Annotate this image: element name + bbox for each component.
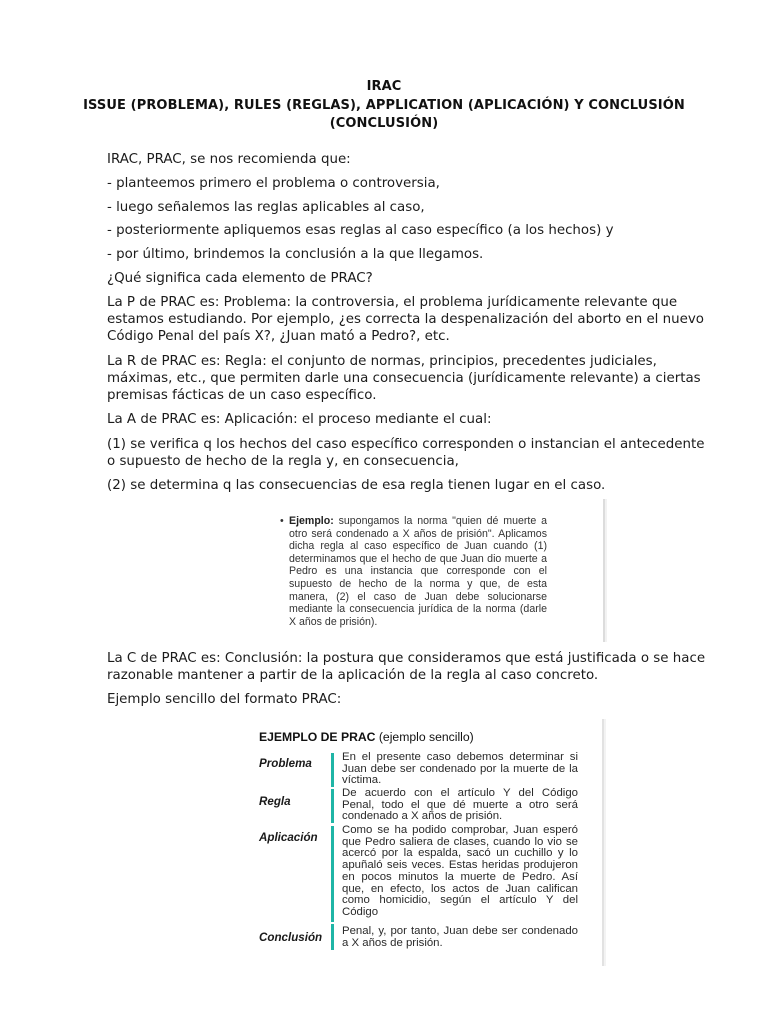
example-body: supongamos la norma "quien dé muerte a otro será condenado a X años de prisión". Aplicamos dicha regla al caso específico de Juan cuando (1) determinamos que el hecho de que Juan dio muerte a Pedro es una instancia que corresponde con el supuesto de hecho de la norma y que, de esta manera, (2) el caso de Juan debe solucionarse mediante la consecuencia jurídica de la norma (darle X años de prisión). <box>289 515 547 628</box>
document-title: IRAC <box>366 79 402 94</box>
row-label-regla: Regla <box>259 795 291 808</box>
example-lead: Ejemplo: <box>289 515 334 527</box>
example-callout-text <box>289 515 547 628</box>
prac-example-table <box>226 719 602 966</box>
row-text-aplicacion: Como se ha podido comprobar, Juan esperó que Pedro saliera de clases, cuando lo vio se acercó por la espalda, sacó un cuchillo y lo apuñaló seis veces. Estas heridas produjeron en pocos minutos la muerte de Pedro. Así que, en efecto, los actos de Juan califican como homicidio, según el artículo Y del Código <box>342 824 578 918</box>
row-label-aplicacion: Aplicación <box>259 831 318 844</box>
paragraph-regla: La R de PRAC es: Regla: el conjunto de normas, principios, precedentes judiciales, máximas, etc., que permiten darle una consecuencia (jurídicamente relevante) a ciertas premisas fácticas de un caso específico. <box>107 354 701 403</box>
row-text-conclusion: Penal, y, por tanto, Juan debe ser condenado a X años de prisión. <box>342 925 578 949</box>
question-text: ¿Qué significa cada elemento de PRAC? <box>107 271 373 286</box>
paragraph-conclusion: La C de PRAC es: Conclusión: la postura que consideramos que está justificada o se hace razonable mantener a partir de la aplicación de la regla al caso concreto. <box>107 651 706 683</box>
row-accent-bar <box>331 789 334 823</box>
row-text-regla: De acuerdo con el artículo Y del Código Penal, todo el que dé muerte a otro será condenado a X años de prisión. <box>342 787 578 823</box>
intro-text: IRAC, PRAC, se nos recomienda que: <box>107 152 351 167</box>
row-accent-bar <box>331 753 334 787</box>
paragraph-aplicacion-1: (1) se verifica q los hechos del caso específico corresponden o instancian el antecedente o supuesto de hecho de la regla y, en consecuencia, <box>107 437 705 469</box>
row-label-conclusion: Conclusión <box>259 931 323 944</box>
document-subtitle: ISSUE (PROBLEMA), RULES (REGLAS), APPLICATION (APLICACIÓN) Y CONCLUSIÓN <box>83 98 685 113</box>
bullet-icon: • <box>280 515 284 527</box>
prac-table-title <box>259 730 474 744</box>
row-text-problema: En el presente caso debemos determinar si Juan debe ser condenado por la muerte de la víctima. <box>342 751 578 787</box>
paragraph-aplicacion: La A de PRAC es: Aplicación: el proceso mediante el cual: <box>107 412 492 427</box>
paragraph-problema: La P de PRAC es: Problema: la controversia, el problema jurídicamente relevante que estamos estudiando. Por ejemplo, ¿es correcta la despenalización del aborto en el nuevo Código Penal del país X?, ¿Juan mató a Pedro?, etc. <box>107 295 704 344</box>
step-item: - luego señalemos las reglas aplicables al caso, <box>107 200 425 215</box>
prac-table-title-rest: (ejemplo sencillo) <box>375 730 474 744</box>
step-item: - planteemos primero el problema o controversia, <box>107 176 440 191</box>
step-item: - posteriormente apliquemos esas reglas al caso específico (a los hechos) y <box>107 223 614 238</box>
example-callout <box>261 499 603 642</box>
row-accent-bar <box>331 924 334 950</box>
row-accent-bar <box>331 826 334 922</box>
document-subtitle-continued: (CONCLUSIÓN) <box>329 116 439 131</box>
example-intro-text: Ejemplo sencillo del formato PRAC: <box>107 692 342 707</box>
prac-table-title-bold: EJEMPLO DE PRAC <box>259 730 376 744</box>
row-label-problema: Problema <box>259 757 312 770</box>
paragraph-aplicacion-2: (2) se determina q las consecuencias de esa regla tienen lugar en el caso. <box>107 478 606 493</box>
step-item: - por último, brindemos la conclusión a la que llegamos. <box>107 247 484 262</box>
